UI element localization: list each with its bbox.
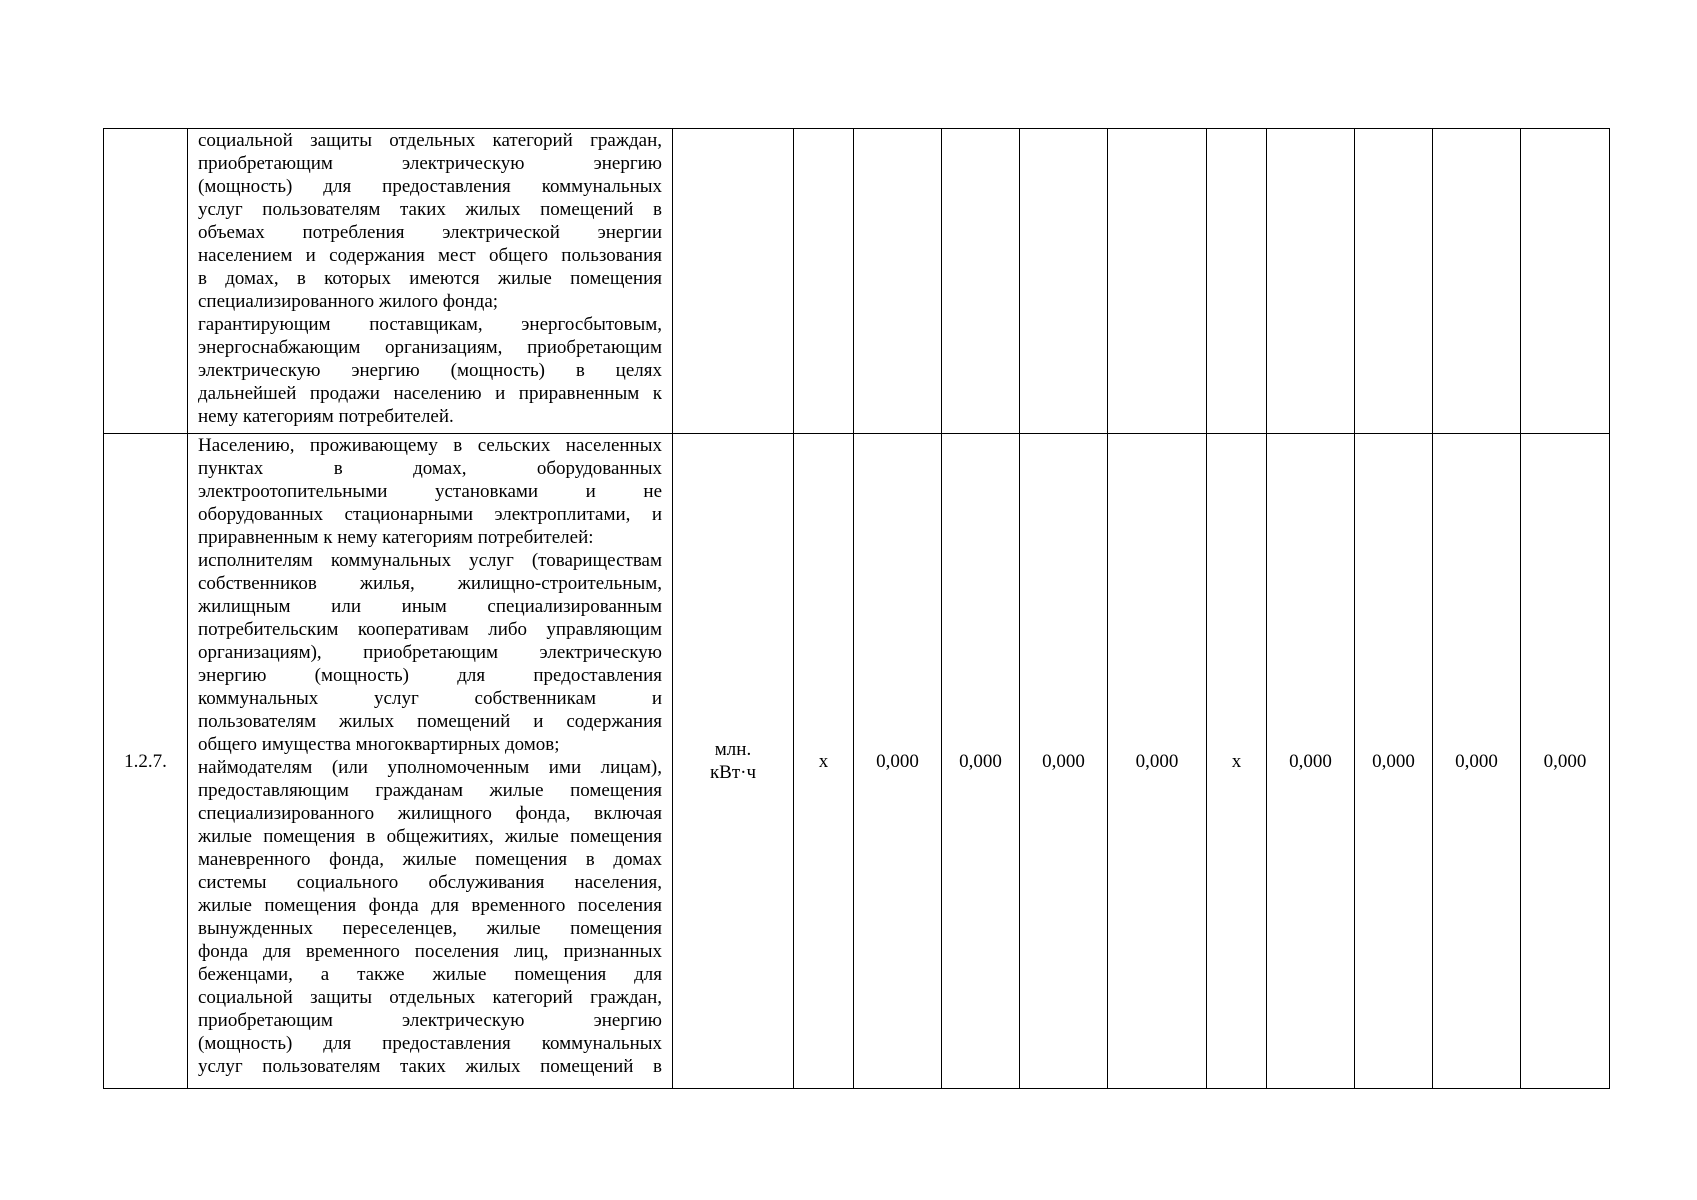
value-cell [1267,129,1355,434]
value-cell: 0,000 [1355,434,1433,1089]
row-description-cell [188,434,673,1089]
description-line: организациям), приобретающим электрическую [198,642,662,663]
unit-line: млн. [714,739,752,760]
value-cell: х [1207,434,1267,1089]
table-row [104,434,1610,1089]
description-line: Населению, проживающему в сельских населенных [198,435,662,456]
value-cell [1020,129,1108,434]
value-cell: 0,000 [854,434,942,1089]
description-line: беженцами, а также жилые помещения для [198,964,662,985]
unit-cell [673,129,794,434]
description-line: вынужденных переселенцев, жилые помещения [198,918,662,939]
description-line: электрическую энергию (мощность) в целях [198,360,662,381]
value-cell [1521,129,1610,434]
description-line: объемах потребления электрической энергии [198,222,662,243]
description-line: энергоснабжающим организациям, приобретающим [198,337,662,358]
description-line: в домах, в которых имеются жилые помещения [198,268,662,289]
value-cell: 0,000 [1108,434,1207,1089]
description-line: коммунальных услуг собственникам и [198,688,662,709]
description-line: потребительским кооперативам либо управляющим [198,619,662,640]
tariff-table [103,128,1610,1089]
description-line: (мощность) для предоставления коммунальных [198,176,662,197]
description-line: социальной защиты отдельных категорий граждан, [198,130,662,151]
description-line: приобретающим электрическую энергию [198,1010,662,1031]
description-line: жилые помещения фонда для временного поселения [198,895,662,916]
description-line: жилищным или иным специализированным [198,596,662,617]
description-line: услуг пользователям таких жилых помещений в [198,199,662,220]
value-cell: 0,000 [1433,434,1521,1089]
description-line: исполнителям коммунальных услуг (товариществам [198,550,662,571]
row-description-cell [188,129,673,434]
description-line: специализированного жилого фонда; [198,291,499,312]
row-number-cell: 1.2.7. [104,434,188,1089]
description-line: пунктах в домах, оборудованных [198,458,662,479]
description-line: оборудованных стационарными электроплитами, и [198,504,662,525]
value-cell [794,129,854,434]
description-line: услуг пользователям таких жилых помещений в [198,1056,662,1077]
description-line: фонда для временного поселения лиц, признанных [198,941,662,962]
description-line: гарантирующим поставщикам, энергосбытовым, [198,314,662,335]
value-cell [1108,129,1207,434]
description-line: собственников жилья, жилищно-строительным, [198,573,662,594]
description-line: наймодателям (или уполномоченным ими лицам), [198,757,662,778]
row-number-cell [104,129,188,434]
description-line: приобретающим электрическую энергию [198,153,662,174]
description-line: пользователям жилых помещений и содержания [198,711,662,732]
description-line: жилые помещения в общежитиях, жилые помещения [198,826,662,847]
value-cell: 0,000 [1267,434,1355,1089]
description-line: электроотопительными установками и не [198,481,662,502]
description-line: дальнейшей продажи населению и приравненным к [198,383,662,404]
description-line: населением и содержания мест общего пользования [198,245,662,266]
value-cell [942,129,1020,434]
value-cell [1433,129,1521,434]
unit-line: кВт·ч [709,762,757,783]
description-line: специализированного жилищного фонда, включая [198,803,662,824]
description-line: энергию (мощность) для предоставления [198,665,662,686]
value-cell: 0,000 [942,434,1020,1089]
description-line: системы социального обслуживания населения, [198,872,662,893]
description-line: предоставляющим гражданам жилые помещения [198,780,662,801]
unit-cell [673,434,794,1089]
description-line: маневренного фонда, жилые помещения в домах [198,849,662,870]
value-cell: 0,000 [1521,434,1610,1089]
description-line: нему категориям потребителей. [198,406,454,427]
table-row [104,129,1610,434]
description-line: общего имущества многоквартирных домов; [198,734,560,755]
value-cell [854,129,942,434]
description-line: социальной защиты отдельных категорий граждан, [198,987,662,1008]
description-line: (мощность) для предоставления коммунальных [198,1033,662,1054]
description-line: приравненным к нему категориям потребителей: [198,527,594,548]
value-cell: 0,000 [1020,434,1108,1089]
value-cell [1355,129,1433,434]
value-cell [1207,129,1267,434]
value-cell: х [794,434,854,1089]
